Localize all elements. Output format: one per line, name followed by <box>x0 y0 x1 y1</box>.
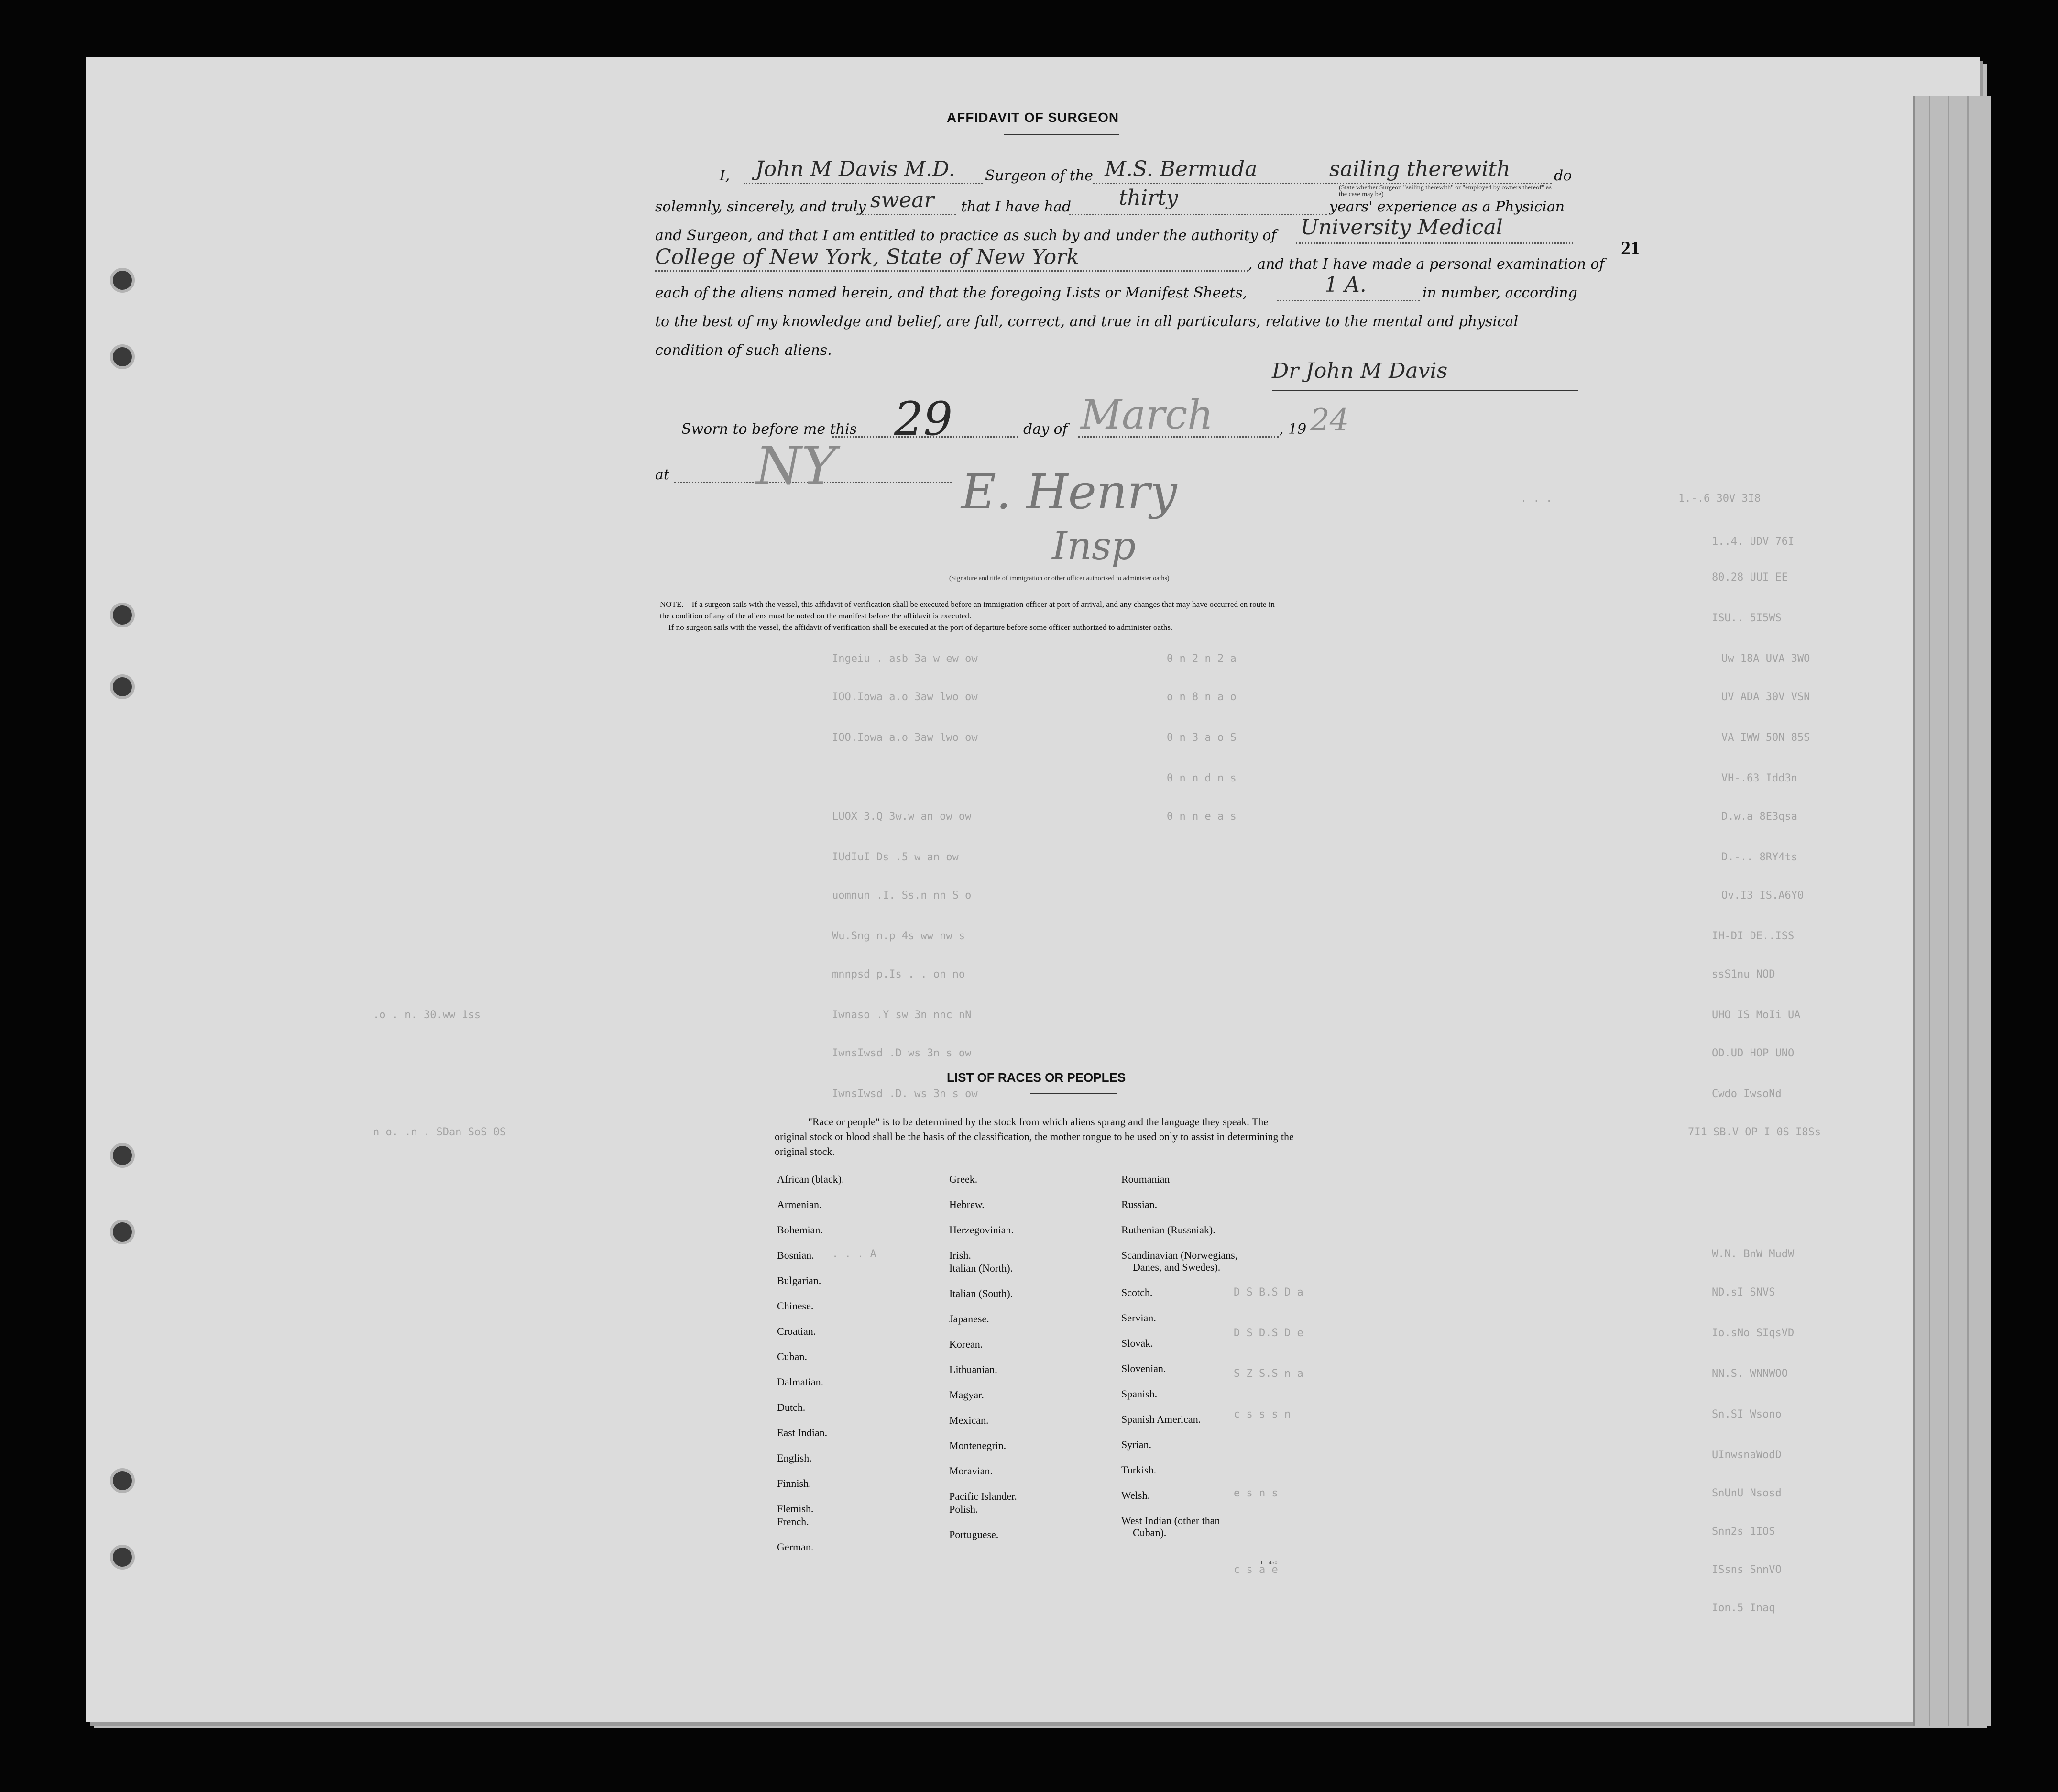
officer-caption: (Signature and title of immigration or other officer authorized to administer oaths) <box>949 575 1170 582</box>
races-title: LIST OF RACES OR PEOPLES <box>947 1070 1126 1085</box>
affidavit-text: years' experience as a Physician <box>1329 198 1565 215</box>
race-item: Russian. <box>1121 1198 1158 1210</box>
affidavit-text: solemnly, sincerely, and truly <box>655 198 866 215</box>
binder-hole <box>110 1545 135 1570</box>
race-item: Italian (South). <box>949 1287 1013 1299</box>
races-column-1 <box>777 1173 920 1566</box>
page-edge-line <box>1967 96 1969 1726</box>
affidavit-text: that I have had <box>961 198 1072 215</box>
race-item: Magyar. <box>949 1389 984 1401</box>
race-item: Roumanian <box>1121 1173 1170 1185</box>
race-item: Slovak. <box>1121 1337 1153 1349</box>
fill-line <box>1277 300 1420 301</box>
binder-hole <box>110 1143 135 1168</box>
race-item: Bohemian. <box>777 1224 823 1236</box>
fill-line <box>1069 214 1327 215</box>
affidavit-text: in number, according <box>1423 285 1577 301</box>
races-intro: "Race or people" is to be determined by the stock from which aliens sprang and the language they speak. The original stock or blood shall be the basis of the classification, the mother tongue to be used only to assist in determining the original stock. <box>775 1116 1294 1157</box>
race-item: Servian. <box>1121 1312 1156 1324</box>
fill-line <box>856 214 956 215</box>
sworn-month: March <box>1081 391 1214 438</box>
binder-hole <box>110 674 135 699</box>
title-rule <box>1004 134 1119 135</box>
race-item: Syrian. <box>1121 1439 1151 1451</box>
race-item: Slovenian. <box>1121 1363 1166 1374</box>
years-experience: thirty <box>1119 186 1178 210</box>
races-column-2 <box>949 1173 1107 1554</box>
race-item: Scotch. <box>1121 1286 1153 1298</box>
binder-hole <box>110 344 135 369</box>
race-item: Korean. <box>949 1338 983 1350</box>
affidavit-text: I, <box>720 167 730 184</box>
race-item: Finnish. <box>777 1477 811 1489</box>
page-edge-line <box>1929 96 1930 1726</box>
manifest-page: 21 1.-.6 30V 3I8 1..4. UDV 76I 80.28 UUI EE ISU.. 5I5WS Uw 18A UVA 3WO UV ADA 30V VSN VA IWW 50N 85S VH-.63 Idd3n D.w.a 8E3qsa D.-.. 8RY4ts Ov.I3 IS.A6Y0 IH-DI DE..ISS ssS1nu NOD UHO IS MoIi UA OD.UD HOP UNO Cwdo IwsoNd W.N. BnW MudW ND.sI SNVS Io.sNo SIqsVD NN.S. WNNWOO Sn.SI Wsono UInwsnaWodD SnUnU Nsosd Snn2s 1IOS ISsns SnnVO Ion.5 Inaq 7I1 SB.V OP I 0S I8Ss . . . 0 n 2 n 2 a o n 8 n a o 0 n 3 a o S 0 n n d n s 0 n n e a s Ingeiu . asb 3a w ew ow IOO.Iowa a.o 3aw lwo ow IOO.Iowa a.o 3aw lwo ow LUOX 3.Q 3w.w an ow ow IUdIuI Ds .5 w an ow uomnun .I. Ss.n nn S o Wu.Sng n.p 4s ww nw s mnnpsd p.Is . . on no Iwnaso .Y sw 3n nnc nN IwnsIwsd .D ws 3n s ow IwnsIwsd .D. ws 3n s ow .o . n. 30.ww 1ss n o. .n . SDan SoS 0S . . . A D S B.S D a D S D.S D e S Z S.S n a c s s s n e s n s c s a e AFFIDAVIT OF SURGEON I, John M Davis M.D. Surgeon of the M.S. Bermuda sailing therewith do (State whether Surgeon "sailing therewith" or "employed by owners thereof" as the case may be) solemnly, sincerely, and truly swear that I have had thirty years' experience as a Physician and Surgeon, and that I am entitled to practice as such by and under the authority of University Medical College of New York, State of New York , and that I have made a personal examination of each of the aliens named herein, and that the foregoing Lists or Manifest Sheets, 1 A. in number, according to the best of my knowledge and belief, are full, correct, and true in all particulars, relative to the mental and physical condition of such aliens. Dr John M Davis Sworn to before me this 29 day of March , 19 24 at NY E. Henry Insp (Signature and title of immigration or other officer authorized to administer oaths) NOTE.—If a surgeon sails with the vessel, this affidavit of verification shall be executed before an immigration officer at port of arrival, and any changes that may have occurred en route in the condition of any of the aliens must be noted on the manifest before the affidavit is executed. If no surgeon sails with the vessel, the affidavit of verification shall be executed at the port of departure before some officer authorized to administer oaths. LIST OF RACES OR PEOPLES "Race or people" is to be determined by the stock from which aliens sprang and the language they speak. The original stock or blood shall be the basis of the classification, the mother tongue to be used only to assist in determining the original stock. African (black). Armenian. Bohemian. Bosnian. Bulgarian. Chinese. Croatian. Cuban. Dalmatian. Dutch. East Indian. English. Finnish. Flemish. French. German. Greek. Hebrew. Herzegovinian. Irish. Italian (North). Italian (South). Japanese. Korean. Lithuanian. Magyar. Mexican. Montenegrin. Moravian. Pacific Islander. Polish. Portuguese. Roumanian Russian. Ruthenian (Russniak). Scandinavian (Norwegians, Danes, and Swedes). Scotch. Servian. Slovak. Slovenian. Spanish. Spanish American. Syrian. Turkish. Welsh. West Indian (other than Cuban). 11—450 <box>86 57 1980 1722</box>
race-item: Chinese. <box>777 1300 814 1312</box>
surgeon-name: John M Davis M.D. <box>755 157 955 181</box>
race-item: Dutch. <box>777 1401 806 1413</box>
race-item: Scandinavian (Norwegians, <box>1121 1249 1238 1261</box>
signature-rule <box>1272 390 1578 391</box>
race-item: Moravian. <box>949 1465 993 1477</box>
fill-line <box>744 183 983 184</box>
affidavit-text: each of the aliens named herein, and that the foregoing Lists or Manifest Sheets, <box>655 285 1248 301</box>
sworn-text: day of <box>1023 421 1068 438</box>
race-item: Bosnian. <box>777 1249 814 1261</box>
race-item: Danes, and Swedes). <box>1133 1261 1221 1273</box>
race-item: Turkish. <box>1121 1464 1157 1476</box>
race-item: Polish. <box>949 1503 978 1515</box>
race-item: Montenegrin. <box>949 1440 1007 1451</box>
race-item: Mexican. <box>949 1414 989 1426</box>
sworn-year: 24 <box>1310 403 1349 438</box>
race-item: Dalmatian. <box>777 1376 824 1388</box>
binder-hole <box>110 1468 135 1493</box>
sworn-text: at <box>655 466 669 483</box>
race-item: French. <box>777 1516 809 1528</box>
race-item: Cuban. <box>777 1351 807 1363</box>
oath-word: swear <box>870 188 934 212</box>
binder-hole <box>110 603 135 627</box>
race-item: Ruthenian (Russniak). <box>1121 1224 1215 1236</box>
race-item: Portuguese. <box>949 1528 999 1540</box>
fill-line <box>1296 242 1573 244</box>
sworn-text: , 19 <box>1279 421 1307 438</box>
affidavit-text: do <box>1554 167 1572 184</box>
race-item: English. <box>777 1452 812 1464</box>
races-column-3 <box>1121 1173 1303 1552</box>
page-edge-line <box>1948 96 1949 1726</box>
vessel-name: M.S. Bermuda <box>1105 157 1258 181</box>
sailing-status: sailing therewith <box>1329 157 1511 181</box>
affidavit-text: Surgeon of the <box>985 167 1093 184</box>
sworn-text: Sworn to before me this <box>681 421 857 438</box>
authority-1: University Medical <box>1301 215 1503 240</box>
race-item: Cuban). <box>1133 1527 1167 1539</box>
race-item: Spanish American. <box>1121 1413 1201 1425</box>
officer-title: Insp <box>1052 524 1136 568</box>
affidavit-text: condition of such aliens. <box>655 342 832 359</box>
authority-2: College of New York, State of New York <box>655 245 1079 269</box>
officer-signature: E. Henry <box>961 464 1177 520</box>
affidavit-text: and Surgeon, and that I am entitled to practice as such by and under the authority of <box>655 227 1277 244</box>
race-item: German. <box>777 1541 814 1553</box>
races-title-rule <box>1030 1093 1117 1094</box>
affidavit-text: to the best of my knowledge and belief, are full, correct, and true in all particulars, relative to the mental and physical <box>655 313 1519 330</box>
page-number: 21 <box>1621 237 1640 259</box>
race-item: Italian (North). <box>949 1262 1013 1274</box>
status-note: (State whether Surgeon "sailing therewith" or "employed by owners thereof" as the case may be) <box>1339 184 1552 198</box>
surgeon-signature: Dr John M Davis <box>1272 359 1448 383</box>
race-item: Irish. <box>949 1249 971 1261</box>
affidavit-title: AFFIDAVIT OF SURGEON <box>947 110 1119 125</box>
note-line: the condition of any of the aliens must be noted on the manifest before the affidavit is executed. <box>660 611 972 620</box>
race-item: Japanese. <box>949 1313 989 1325</box>
race-item: Bulgarian. <box>777 1275 821 1286</box>
binder-hole <box>110 1220 135 1244</box>
form-number: 11—450 <box>1258 1559 1278 1566</box>
race-item: Welsh. <box>1121 1489 1150 1501</box>
race-item: Pacific Islander. <box>949 1490 1017 1502</box>
race-item: Greek. <box>949 1173 978 1185</box>
race-item: Hebrew. <box>949 1198 985 1210</box>
race-item: Lithuanian. <box>949 1363 997 1375</box>
sworn-day: 29 <box>894 392 953 446</box>
note-line: If no surgeon sails with the vessel, the affidavit of verification shall be executed at the port of departure before some officer authorized to administer oaths. <box>668 623 1173 632</box>
race-item: Herzegovinian. <box>949 1224 1014 1236</box>
sworn-place: NY <box>755 435 836 496</box>
binder-hole <box>110 268 135 293</box>
fill-line <box>655 270 1248 272</box>
race-item: West Indian (other than <box>1121 1515 1220 1527</box>
race-item: African (black). <box>777 1173 844 1185</box>
race-item: Armenian. <box>777 1198 822 1210</box>
affidavit-note <box>660 599 1275 633</box>
page-stack-edge <box>1913 96 1991 1726</box>
affidavit-text: , and that I have made a personal examination of <box>1248 256 1605 273</box>
note-line: NOTE.—If a surgeon sails with the vessel, this affidavit of verification shall be executed before an immigration officer at port of arrival, and any changes that may have occurred en route in <box>660 600 1275 609</box>
race-item: East Indian. <box>777 1427 828 1439</box>
sheet-count: 1 A. <box>1325 273 1367 297</box>
race-item: Spanish. <box>1121 1388 1158 1400</box>
race-item: Croatian. <box>777 1325 816 1337</box>
race-item: Flemish. <box>777 1503 814 1515</box>
